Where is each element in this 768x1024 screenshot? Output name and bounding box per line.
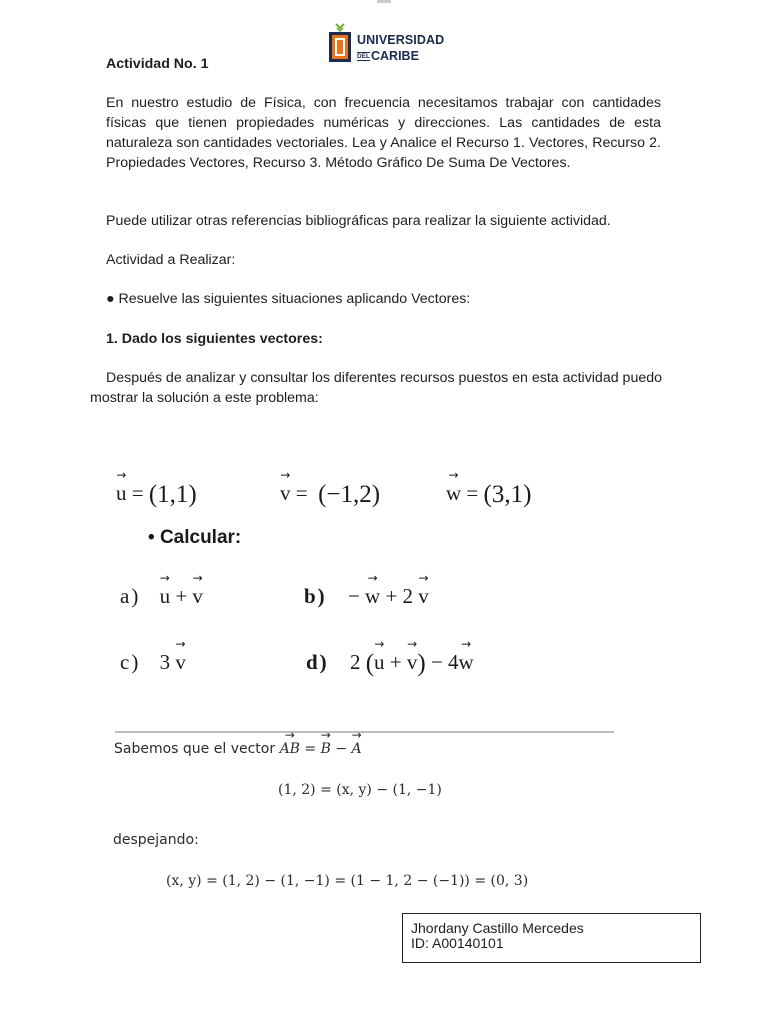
derivation-equation-1: (1, 2) = (x, y) − (1, −1): [278, 782, 442, 798]
scroll-indicator: [377, 0, 391, 3]
vector-u-symbol: → u: [116, 481, 127, 506]
vector-u-definition: → u = (1,1): [116, 481, 197, 509]
references-paragraph: Puede utilizar otras referencias bibliográficas para realizar la siguiente actividad.: [106, 213, 611, 229]
bullet-instruction: ● Resuelve las siguientes situaciones aplicando Vectores:: [106, 291, 471, 307]
logo-text-universidad: UNIVERSIDAD: [357, 33, 445, 47]
derivation-intro: [114, 741, 362, 757]
exercise-b: b) − → w + 2 → v: [304, 584, 429, 609]
logo-text-caribe-line: [357, 47, 419, 65]
student-info-box: [402, 913, 701, 963]
exercise-c-v: → v: [175, 650, 186, 675]
despejando-label: despejando:: [113, 832, 199, 848]
question-1-heading: 1. Dado los siguientes vectores:: [106, 331, 323, 347]
document-heading: Actividad No. 1: [106, 56, 209, 72]
exercise-d-label: d): [306, 650, 329, 674]
vector-v-value: (−1,2): [318, 481, 381, 508]
exercise-d-u: → u: [374, 650, 385, 675]
exercise-d-w: → w: [459, 650, 474, 675]
student-id: ID: A00140101: [411, 935, 504, 951]
vector-u-value: (1,1): [148, 481, 197, 508]
vector-ab-formula: → AB = → B − → A: [280, 741, 362, 757]
task-label: Actividad a Realizar:: [106, 252, 236, 268]
exercise-c-label: c): [120, 650, 141, 674]
vector-v-definition: → v = (−1,2): [280, 481, 380, 509]
exercise-c: c) 3 → v: [120, 650, 186, 675]
exercise-d-v: → v: [407, 650, 418, 675]
calculate-label: Calcular:: [159, 527, 242, 548]
exercise-a-label: a): [120, 584, 141, 608]
section-divider: [115, 731, 614, 733]
exercise-b-v: → v: [418, 584, 429, 609]
exercise-a: a) → u + → v: [120, 584, 203, 609]
logo-text-del: DEL: [357, 53, 370, 60]
vector-w-symbol: → w: [446, 481, 461, 506]
exercise-d: d) 2 (→ u + → v) − 4→ w: [306, 650, 474, 678]
intro-paragraph: En nuestro estudio de Física, con frecuencia necesitamos trabajar con cantidades físicas que tienen propiedades numéricas y direcciones. Las cantidades de esta naturaleza son cantidades vectoriales. Lea y Analice el Recurso 1. Vectores, Recurso 2. Propiedades Vectores, Recurso 3. Método Gráfico De Suma De Vectores.: [106, 95, 661, 171]
exercise-b-label: b): [304, 584, 327, 608]
derivation-intro-text: Sabemos que el vector: [114, 741, 276, 757]
exercise-a-v: → v: [192, 584, 203, 609]
calculate-heading: • Calcular:: [148, 527, 242, 548]
solution-intro-paragraph: Después de analizar y consultar los diferentes recursos puestos en esta actividad puedo mostrar la solución a este problema:: [90, 370, 663, 406]
derivation-equation-2: (x, y) = (1, 2) − (1, −1) = (1 − 1, 2 − (−1)) = (0, 3): [166, 873, 529, 889]
student-name: Jhordany Castillo Mercedes: [411, 920, 584, 936]
vector-v-symbol: → v: [280, 481, 291, 506]
university-crest-icon: [326, 22, 354, 66]
exercise-b-w: → w: [365, 584, 380, 609]
logo-text-caribe: CARIBE: [371, 49, 419, 63]
university-logo: [326, 22, 476, 66]
vector-w-definition: → w = (3,1): [446, 481, 531, 509]
exercise-a-u: → u: [160, 584, 171, 609]
vector-w-value: (3,1): [483, 481, 532, 508]
